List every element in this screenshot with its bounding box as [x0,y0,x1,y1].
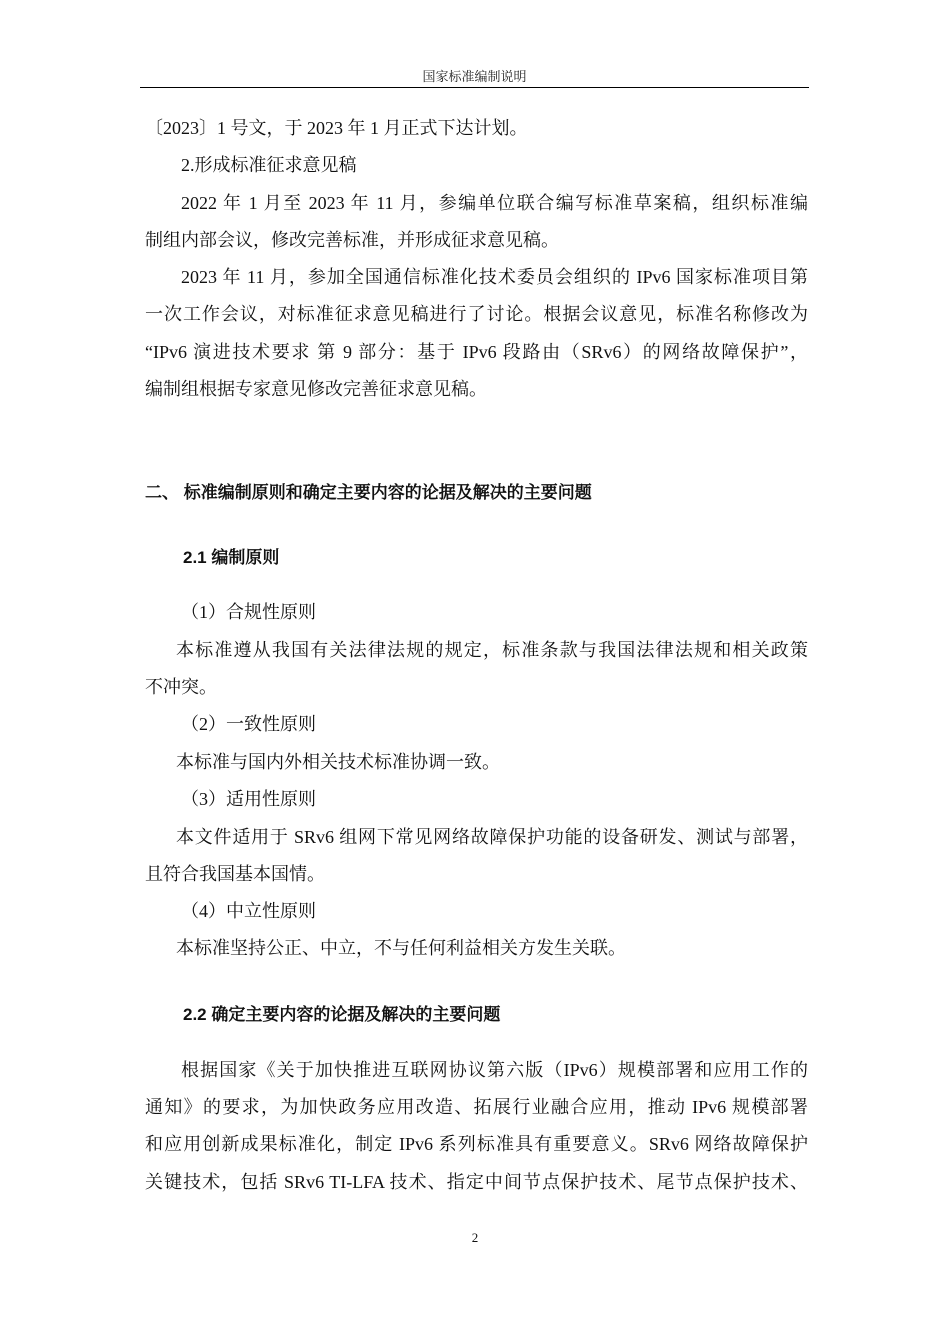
text-line: 本文件适用于 SRv6 组网下常见网络故障保护功能的设备研发、测试与部署， [176,827,808,847]
text-line: 编制组根据专家意见修改完善征求意见稿。 [145,379,487,399]
text-line: 不冲突。 [145,677,217,697]
text-line: 根据国家《关于加快推进互联网协议第六版（IPv6）规模部署和应用工作的 [181,1060,808,1080]
running-header: 国家标准编制说明 [422,69,527,84]
section-heading: 二、 标准编制原则和确定主要内容的论据及解决的主要问题 [145,483,592,502]
subsection-heading: 2.1 编制原则 [183,548,280,567]
text-line: 本标准遵从我国有关法律法规的规定，标准条款与我国法律法规和相关政策 [176,640,808,660]
text-line: 2022 年 1 月至 2023 年 11 月，参编单位联合编写标准草案稿，组织标准编 [181,193,808,213]
subsection-heading: 2.2 确定主要内容的论据及解决的主要问题 [183,1005,501,1024]
text-line: “IPv6 演进技术要求 第 9 部分：基于 IPv6 段路由（SRv6）的网络故障保护”， [145,342,808,362]
text-line: 2023 年 11 月，参加全国通信标准化技术委员会组织的 IPv6 国家标准项目第 [181,267,808,287]
header-rule [140,87,809,88]
text-line: 本标准与国内外相关技术标准协调一致。 [176,752,500,772]
text-line: 关键技术，包括 SRv6 TI-LFA 技术、指定中间节点保护技术、尾节点保护技术、 [145,1172,808,1192]
text-line: 和应用创新成果标准化，制定 IPv6 系列标准具有重要意义。SRv6 网络故障保护 [145,1134,808,1154]
text-line: 且符合我国基本国情。 [145,864,325,884]
subheading: 2.形成标准征求意见稿 [181,155,357,175]
page-number: 2 [471,1230,479,1245]
principle-heading: （4）中立性原则 [181,901,316,921]
principle-heading: （3）适用性原则 [181,789,316,809]
text-line: 本标准坚持公正、中立，不与任何利益相关方发生关联。 [176,938,626,958]
principle-heading: （2）一致性原则 [181,714,316,734]
text-line: 通知》的要求，为加快政务应用改造、拓展行业融合应用，推动 IPv6 规模部署 [145,1097,808,1117]
text-line: 一次工作会议，对标准征求意见稿进行了讨论。根据会议意见，标准名称修改为 [145,304,808,324]
text-line: 制组内部会议，修改完善标准，并形成征求意见稿。 [145,230,559,250]
text-line: 〔2023〕1 号文，于 2023 年 1 月正式下达计划。 [145,118,528,138]
principle-heading: （1）合规性原则 [181,602,316,622]
